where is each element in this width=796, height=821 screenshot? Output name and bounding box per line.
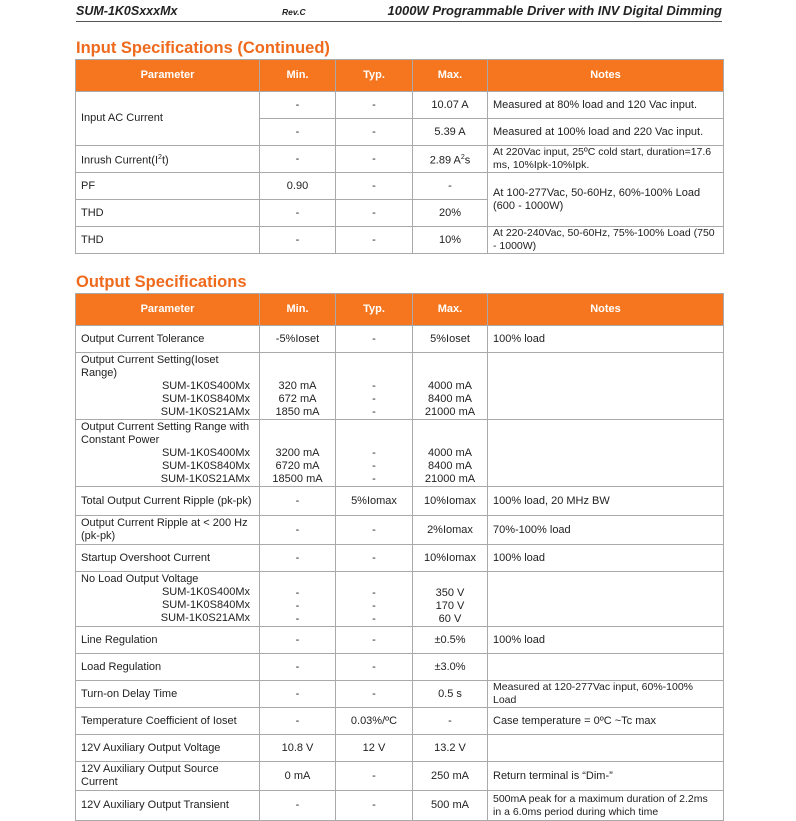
table-row — [76, 654, 724, 681]
max-cell: 10%Iomax — [413, 487, 488, 516]
header-divider — [76, 21, 722, 22]
input-spec-table — [75, 59, 724, 254]
max-cell: 5.39 A — [413, 119, 488, 146]
typ-cell: - — [336, 92, 413, 119]
typ-cell: - — [336, 516, 413, 545]
min-cell: - — [260, 627, 336, 654]
table-row — [76, 627, 724, 654]
notes-cell — [488, 654, 724, 681]
header-revision: Rev.C — [282, 7, 306, 17]
output-section-title: Output Specifications — [76, 273, 247, 291]
table-row — [76, 420, 724, 487]
notes-cell: At 220-240Vac, 50-60Hz, 75%-100% Load (750 - 1000W) — [488, 227, 724, 254]
col-header-notes: Notes — [488, 294, 724, 326]
typ-cell: - — [336, 681, 413, 708]
param-cell: 12V Auxiliary Output Transient — [76, 791, 260, 821]
max-cell: 20% — [413, 200, 488, 227]
min-cell: - — [260, 681, 336, 708]
header-model: SUM-1K0SxxxMx — [76, 4, 178, 18]
col-header-min: Min. — [260, 294, 336, 326]
table-row — [76, 762, 724, 791]
param-cell: THD — [76, 200, 260, 227]
min-cell: -5%Ioset — [260, 326, 336, 353]
max-cell: 13.2 V — [413, 735, 488, 762]
param-cell: Startup Overshoot Current — [76, 545, 260, 572]
table-header-row — [76, 60, 724, 92]
notes-cell: Case temperature = 0ºC ~Tc max — [488, 708, 724, 735]
notes-cell: 100% load, 20 MHz BW — [488, 487, 724, 516]
max-cell: 4000 mA 8400 mA 21000 mA — [413, 353, 488, 420]
min-cell: - — [260, 119, 336, 146]
max-cell: ±3.0% — [413, 654, 488, 681]
notes-cell — [488, 420, 724, 487]
typ-cell: - — [336, 791, 413, 821]
max-cell: 10% — [413, 227, 488, 254]
max-cell: 2%Iomax — [413, 516, 488, 545]
notes-cell: 100% load — [488, 627, 724, 654]
notes-cell — [488, 735, 724, 762]
table-row — [76, 227, 724, 254]
output-spec-table — [75, 293, 724, 821]
col-header-min: Min. — [260, 60, 336, 92]
typ-cell: - — [336, 227, 413, 254]
max-cell: 10.07 A — [413, 92, 488, 119]
max-cell: - — [413, 173, 488, 200]
max-cell: 250 mA — [413, 762, 488, 791]
param-cell: Turn-on Delay Time — [76, 681, 260, 708]
table-row — [76, 353, 724, 420]
table-row — [76, 791, 724, 821]
param-cell: 12V Auxiliary Output Voltage — [76, 735, 260, 762]
min-cell: - — [260, 545, 336, 572]
notes-cell — [488, 353, 724, 420]
min-cell: - — [260, 92, 336, 119]
max-cell: 350 V 170 V 60 V — [413, 572, 488, 627]
col-header-typ: Typ. — [336, 60, 413, 92]
typ-cell: 5%Iomax — [336, 487, 413, 516]
typ-cell: 12 V — [336, 735, 413, 762]
min-cell: - — [260, 516, 336, 545]
table-header-row — [76, 294, 724, 326]
min-cell: - — [260, 487, 336, 516]
min-cell: 0.90 — [260, 173, 336, 200]
max-cell: 10%Iomax — [413, 545, 488, 572]
min-cell: 3200 mA 6720 mA 18500 mA — [260, 420, 336, 487]
notes-cell: Return terminal is “Dim-” — [488, 762, 724, 791]
typ-cell: - — [336, 545, 413, 572]
table-row — [76, 572, 724, 627]
max-cell: ±0.5% — [413, 627, 488, 654]
notes-cell: 100% load — [488, 326, 724, 353]
notes-cell: Measured at 100% load and 220 Vac input. — [488, 119, 724, 146]
min-cell: 0 mA — [260, 762, 336, 791]
max-cell: 0.5 s — [413, 681, 488, 708]
notes-cell: Measured at 120-277Vac input, 60%-100% Load — [488, 681, 724, 708]
min-cell: - — [260, 146, 336, 173]
min-cell: - — [260, 200, 336, 227]
col-header-parameter: Parameter — [76, 60, 260, 92]
table-row — [76, 173, 724, 200]
min-cell: - — [260, 227, 336, 254]
typ-cell: - — [336, 200, 413, 227]
param-cell: Inrush $Current(I^2t)$ — [76, 146, 260, 173]
table-row — [76, 681, 724, 708]
page-header — [76, 3, 722, 23]
typ-cell: - - - — [336, 572, 413, 627]
notes-cell — [488, 572, 724, 627]
table-row — [76, 146, 724, 173]
param-cell: Output Current Setting Range with Constant Power SUM-1K0S400Mx SUM-1K0S840Mx SUM-1K0S21AMx — [76, 420, 260, 487]
typ-cell: - - - — [336, 420, 413, 487]
typ-cell: - — [336, 627, 413, 654]
typ-cell: - — [336, 173, 413, 200]
input-section-title: Input Specifications (Continued) — [76, 39, 330, 57]
col-header-notes: Notes — [488, 60, 724, 92]
table-row — [76, 545, 724, 572]
min-cell: 320 mA 672 mA 1850 mA — [260, 353, 336, 420]
param-cell: Temperature Coefficient of Ioset — [76, 708, 260, 735]
typ-cell: 0.03%/ºC — [336, 708, 413, 735]
max-cell: 500 mA — [413, 791, 488, 821]
min-cell: - — [260, 654, 336, 681]
header-title: 1000W Programmable Driver with INV Digital Dimming — [387, 3, 722, 18]
param-cell: 12V Auxiliary Output Source Current — [76, 762, 260, 791]
table-row — [76, 92, 724, 119]
notes-cell: 100% load — [488, 545, 724, 572]
param-cell: PF — [76, 173, 260, 200]
col-header-parameter: Parameter — [76, 294, 260, 326]
param-cell: Input AC Current — [76, 92, 260, 146]
param-cell: Output Current Ripple at < 200 Hz (pk-pk) — [76, 516, 260, 545]
table-row — [76, 708, 724, 735]
param-cell: Output Current Setting(Ioset Range) SUM-1K0S400Mx SUM-1K0S840Mx SUM-1K0S21AMx — [76, 353, 260, 420]
typ-cell: - — [336, 762, 413, 791]
col-header-max: Max. — [413, 60, 488, 92]
typ-cell: - — [336, 146, 413, 173]
param-cell: Line Regulation — [76, 627, 260, 654]
param-cell: No Load Output Voltage SUM-1K0S400Mx SUM-1K0S840Mx SUM-1K0S21AMx — [76, 572, 260, 627]
param-cell: Load Regulation — [76, 654, 260, 681]
table-row — [76, 735, 724, 762]
col-header-typ: Typ. — [336, 294, 413, 326]
table-row — [76, 516, 724, 545]
typ-cell: - - - — [336, 353, 413, 420]
param-cell: Total Output Current Ripple (pk-pk) — [76, 487, 260, 516]
notes-cell: 500mA peak for a maximum duration of 2.2ms in a 6.0ms period during which time — [488, 791, 724, 821]
param-cell: Output Current Tolerance — [76, 326, 260, 353]
typ-cell: - — [336, 326, 413, 353]
min-cell: - — [260, 708, 336, 735]
notes-cell: At 220Vac input, 25ºC cold start, duration=17.6 ms, 10%Ipk-10%Ipk. — [488, 146, 724, 173]
notes-cell: Measured at 80% load and 120 Vac input. — [488, 92, 724, 119]
max-cell: 4000 mA 8400 mA 21000 mA — [413, 420, 488, 487]
min-cell: 10.8 V — [260, 735, 336, 762]
col-header-max: Max. — [413, 294, 488, 326]
typ-cell: - — [336, 119, 413, 146]
param-cell: THD — [76, 227, 260, 254]
notes-cell: 70%-100% load — [488, 516, 724, 545]
min-cell: - - - — [260, 572, 336, 627]
min-cell: - — [260, 791, 336, 821]
table-row — [76, 326, 724, 353]
table-row — [76, 487, 724, 516]
notes-cell: At 100-277Vac, 50-60Hz, 60%-100% Load (600 - 1000W) — [488, 173, 724, 227]
max-cell: 2.89 $A^2s$ — [413, 146, 488, 173]
max-cell: - — [413, 708, 488, 735]
max-cell: 5%Ioset — [413, 326, 488, 353]
typ-cell: - — [336, 654, 413, 681]
